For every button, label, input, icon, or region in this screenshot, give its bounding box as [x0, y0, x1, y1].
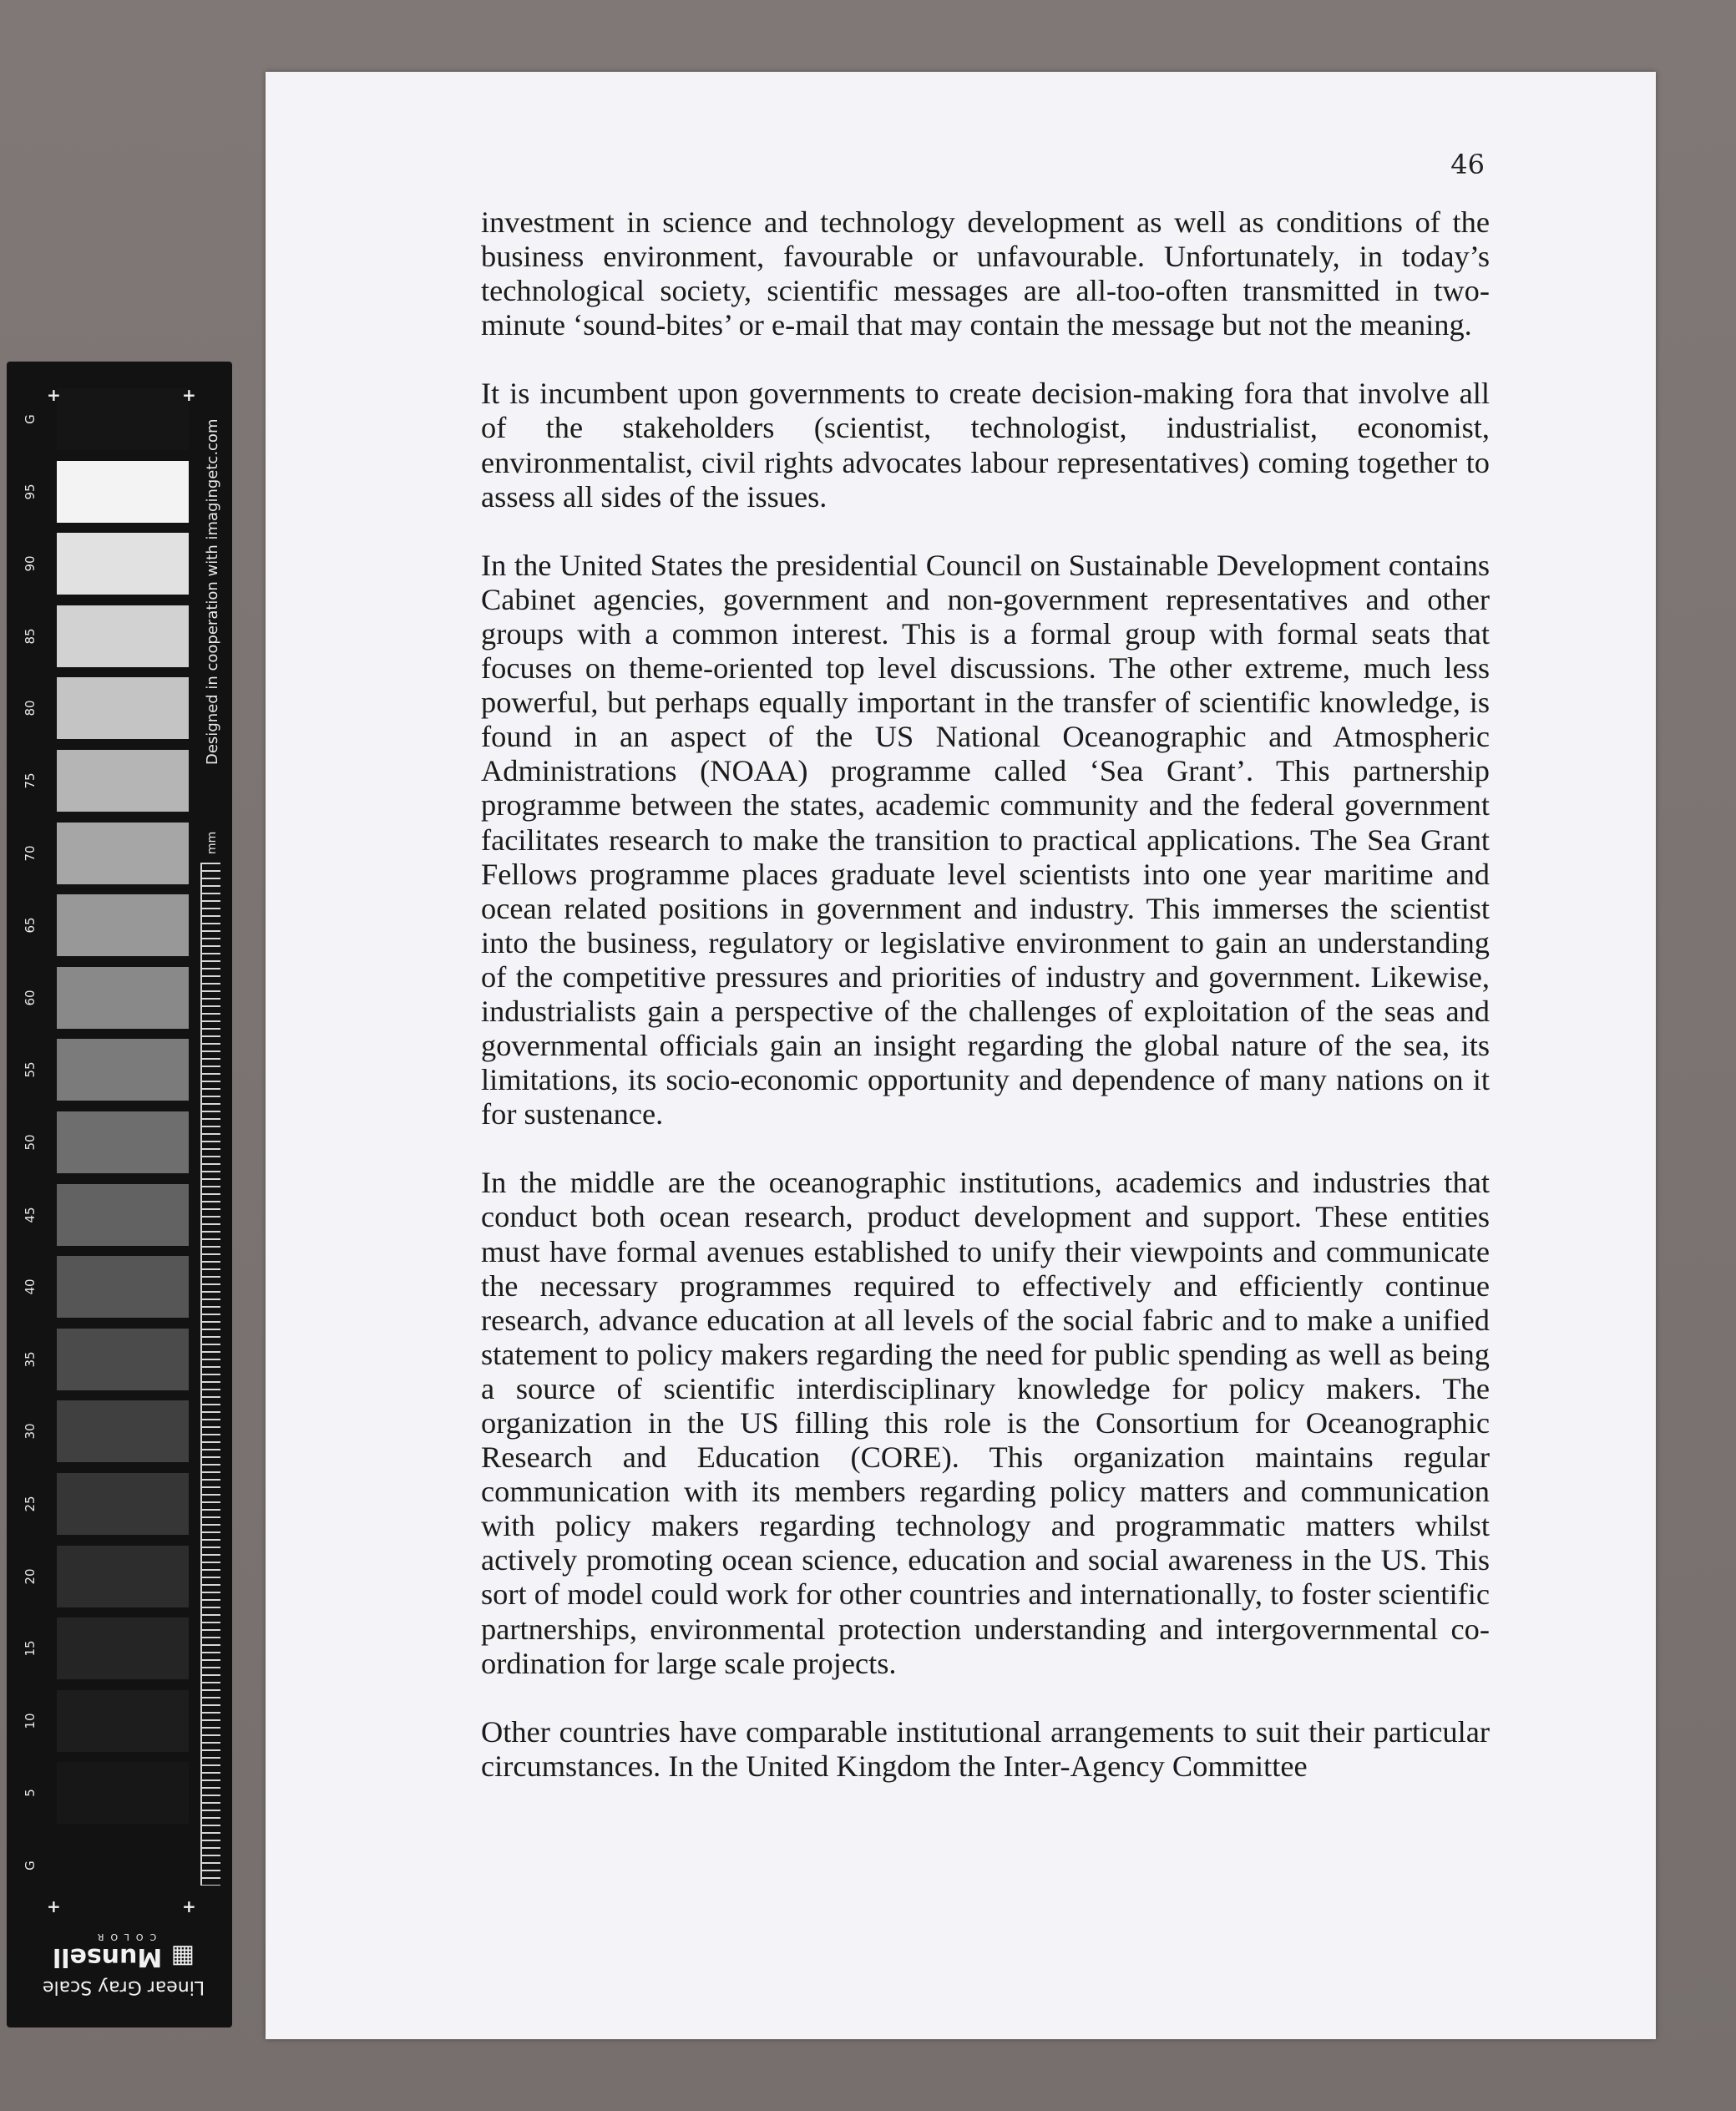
gray-patch-label: 70 [23, 845, 38, 862]
registration-mark: + [182, 1896, 196, 1916]
gray-patch-label: 5 [23, 1789, 38, 1798]
gray-patch-label: 15 [23, 1640, 38, 1657]
gray-patch [57, 1400, 189, 1462]
registration-mark: + [182, 385, 196, 405]
gray-patch [57, 461, 189, 523]
gray-patch [57, 967, 189, 1029]
gray-patch [57, 823, 189, 884]
gray-patch [57, 1690, 189, 1752]
gray-patch [57, 1184, 189, 1246]
gray-patch-label: 10 [23, 1713, 38, 1729]
gray-patch-label: 25 [23, 1496, 38, 1512]
gray-patch-label: 55 [23, 1061, 38, 1078]
brand-name [40, 1942, 207, 1972]
paragraph: In the middle are the oceanographic institutions, academics and industries that conduct both ocean research, product development and support. These entities must have formal avenues established to unify their viewpoints and communicate the necessary programmes required to effectively and efficiently continue research, advance education at all levels of the social fabric and to make a unified statement to policy makers regarding the need for public spending as well as being a source of scientific interdisciplinary knowledge for policy makers. The organization in the US filling this role is the Consortium for Oceanographic Research and Education (CORE). This organization maintains regular communication with its members regarding policy matters and communication with policy makers regarding technology and programmatic matters whilst actively promoting ocean science, education and social awareness in the US. This sort of model could work for other countries and internationally, to foster scientific partnerships, environmental protection understanding and intergovernmental co-ordination for large scale projects. [481, 1166, 1490, 1680]
registration-mark: + [47, 1896, 61, 1916]
gray-patch [57, 1617, 189, 1679]
brand-label: Munsell [52, 1942, 163, 1972]
gray-patch [57, 1329, 189, 1390]
ruler-unit: mm [205, 831, 219, 854]
gray-patch-label: 20 [23, 1568, 38, 1585]
paragraph: Other countries have comparable institutional arrangements to suit their particular circumstances. In the United Kingdom the Inter-Agency Committee [481, 1714, 1490, 1783]
registration-mark: + [47, 385, 61, 405]
gray-patch [57, 1546, 189, 1607]
brand-sub: COLOR [90, 1931, 157, 1942]
body-text [481, 205, 1490, 1818]
gray-patch-label: 75 [23, 772, 38, 789]
document-page [266, 72, 1656, 2039]
gray-patch [57, 1835, 189, 1896]
gray-patch [57, 605, 189, 667]
gray-patch [57, 750, 189, 812]
gray-patch [57, 894, 189, 956]
gray-patch-label: 65 [23, 917, 38, 934]
paragraph: In the United States the presidential Council on Sustainable Development contains Cabinet agencies, government and non-government representatives and other groups with a common interest. This is a formal group with formal seats that focuses on theme-oriented top level discussions. The other extreme, much less powerful, but perhaps equally important in the transfer of scientific knowledge, is found in an aspect of the US National Oceanographic and Atmospheric Administrations (NOAA) programme called ‘Sea Grant’. This partnership programme between the states, academic community and the federal government facilitates research to make the transition to practical applications. The Sea Grant Fellows programme places graduate level scientists into one year maritime and ocean related positions in government and industry. This immerses the scientist into the business, regulatory or legislative environment to gain an understanding of the competitive pressures and priorities of industry and government. Likewise, industrialists gain a perspective of the challenges of exploitation of the seas and governmental officials gain an insight regarding the global nature of the sea, its limitations, its socio-economic opportunity and dependence of many nations on it for sustenance. [481, 548, 1490, 1131]
gray-patch [57, 677, 189, 739]
scale-title: Linear Gray Scale [42, 1977, 205, 1997]
gray-patch-label: 30 [23, 1423, 38, 1440]
page-number: 46 [1450, 149, 1485, 180]
gray-patch-label: 80 [23, 700, 38, 716]
gray-patch [57, 1111, 189, 1173]
gray-patch-label: 40 [23, 1278, 38, 1295]
gray-patch-label: 50 [23, 1134, 38, 1151]
munsell-logo-icon: ▦ [170, 1942, 195, 1972]
gray-scale-card [7, 362, 232, 2027]
gray-patch [57, 1256, 189, 1318]
gray-patch [57, 388, 189, 450]
gray-patch-label: G [23, 414, 38, 424]
paragraph: investment in science and technology development as well as conditions of the business environment, favourable or unfavourable. Unfortunately, in today’s technological society, scientific messages are all-too-often transmitted in two-minute ‘sound-bites’ or e-mail that may contain the message but not the meaning. [481, 205, 1490, 342]
gray-patch-label: 90 [23, 555, 38, 572]
gray-patch-label: 35 [23, 1351, 38, 1368]
munsell-branding [40, 1931, 207, 1997]
paragraph: It is incumbent upon governments to create decision-making fora that involve all of the stakeholders (scientist, technologist, industrialist, economist, environmentalist, civil rights advocates labour representatives) coming together to assess all sides of the issues. [481, 377, 1490, 514]
mm-ruler [200, 863, 220, 1886]
gray-patch-label: 85 [23, 628, 38, 645]
gray-patch-label: 60 [23, 990, 38, 1006]
gray-patch [57, 1473, 189, 1535]
scale-credit: Designed in cooperation with imagingetc.com [204, 418, 221, 765]
gray-patch [57, 1039, 189, 1101]
gray-patch-label: 95 [23, 483, 38, 500]
gray-patch-label: 45 [23, 1207, 38, 1223]
gray-patch [57, 1762, 189, 1824]
gray-patch [57, 533, 189, 595]
gray-patch-label: G [23, 1860, 38, 1871]
